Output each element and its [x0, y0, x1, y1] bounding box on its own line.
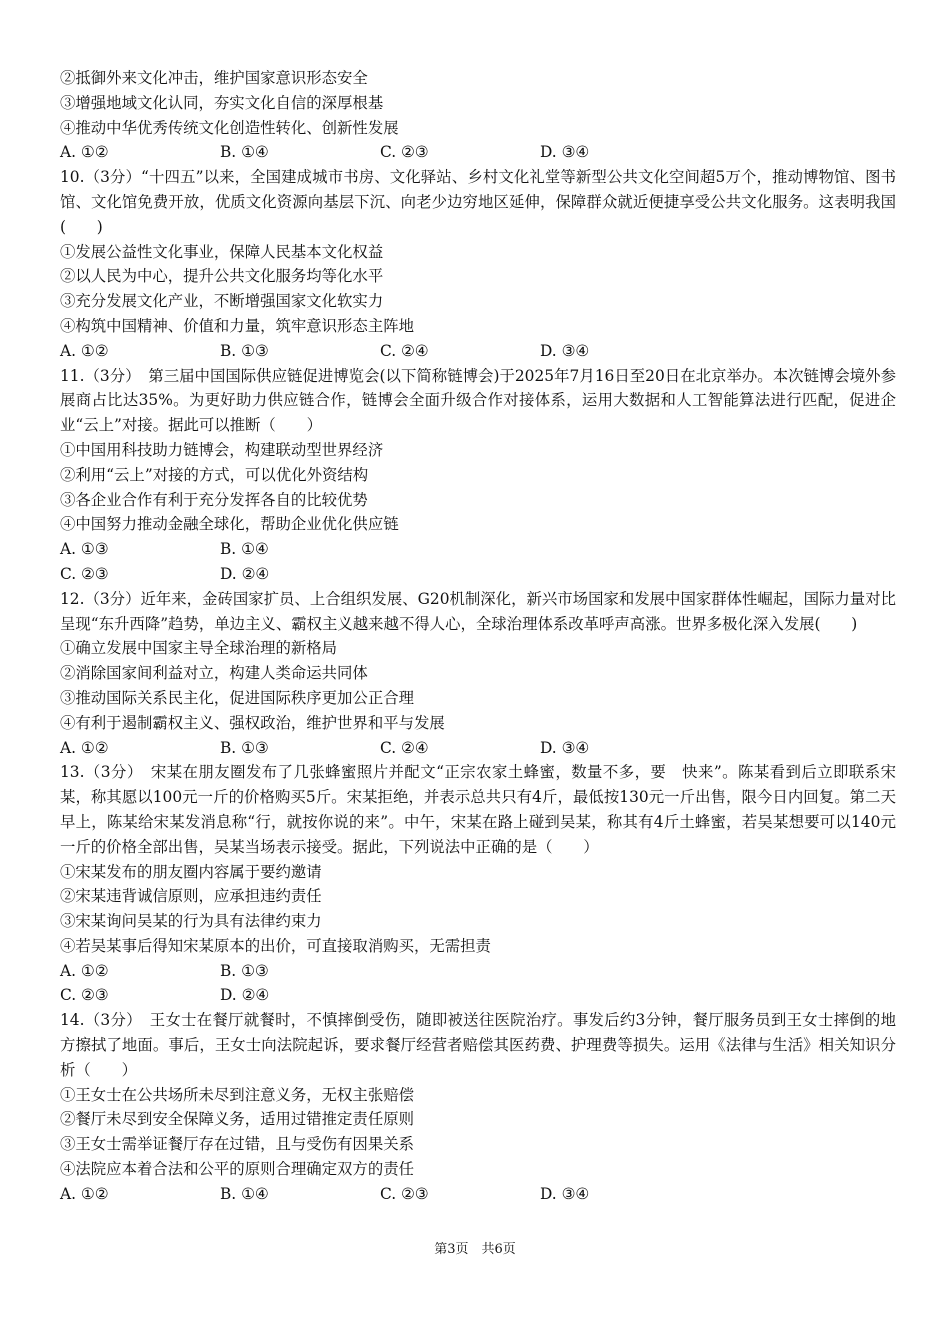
option-a: A. ①② — [60, 341, 109, 360]
question-10 — [60, 165, 896, 363]
answer-options — [60, 1182, 896, 1207]
option-b: B. ①③ — [220, 738, 269, 757]
option-d: D. ②④ — [220, 986, 270, 1005]
option-b: B. ①④ — [220, 1184, 269, 1203]
statement-1: ①发展公益性文化事业，保障人民基本文化权益 — [60, 242, 384, 261]
statement-1: ①确立发展中国家主导全球治理的新格局 — [60, 639, 338, 658]
question-9-continuation — [60, 66, 896, 165]
answer-options-row-2 — [60, 983, 896, 1008]
option-a: A. ①② — [60, 961, 109, 980]
question-stem: 14.（3分） 王女士在餐厅就餐时，不慎摔倒受伤，随即被送往医院治疗。事发后约3分钟，餐厅服务员到王女士摔倒的地方擦拭了地面。事后，王女士向法院起诉，要求餐厅经营者赔偿其医药费、护理费等损失。运用《法律与生活》相关知识分析（ ） — [60, 1011, 896, 1079]
question-14 — [60, 1008, 896, 1206]
statement-2: ②宋某违背诚信原则，应承担违约责任 — [60, 887, 322, 906]
statement-3: ③推动国际关系民主化，促进国际秩序更加公正合理 — [60, 688, 414, 707]
statement-3: ③充分发展文化产业，不断增强国家文化软实力 — [60, 292, 384, 311]
question-stem: 10.（3分）“十四五”以来，全国建成城市书房、文化驿站、乡村文化礼堂等新型公共文化空间超5万个，推动博物馆、图书馆、文化馆免费开放，优质文化资源向基层下沉、向老少边穷地区延伸，保障群众就近便捷享受公共文化服务。这表明我国( ) — [60, 168, 896, 236]
answer-options-row-2 — [60, 562, 896, 587]
statement-3: ③各企业合作有利于充分发挥各自的比较优势 — [60, 490, 368, 509]
option-b: B. ①④ — [220, 143, 269, 162]
page-number-footer: 第3页 共6页 — [434, 1242, 516, 1257]
statement-4: ④有利于遏制霸权主义、强权政治，维护世界和平与发展 — [60, 713, 445, 732]
statement-3: ③增强地域文化认同，夯实文化自信的深厚根基 — [60, 93, 384, 112]
statement-4: ④若吴某事后得知宋某原本的出价，可直接取消购买，无需担责 — [60, 936, 491, 955]
statement-2: ②餐厅未尽到安全保障义务，适用过错推定责任原则 — [60, 1110, 414, 1129]
option-a: A. ①② — [60, 738, 109, 757]
exam-page — [60, 66, 896, 1207]
statement-4: ④中国努力推动金融全球化，帮助企业优化供应链 — [60, 515, 399, 534]
answer-options — [60, 736, 896, 761]
option-c: C. ②④ — [380, 341, 429, 360]
answer-options — [60, 140, 896, 165]
option-d: D. ③④ — [540, 341, 590, 360]
statement-4: ④推动中华优秀传统文化创造性转化、创新性发展 — [60, 118, 399, 137]
option-b: B. ①④ — [220, 540, 269, 559]
statement-4: ④法院应本着合法和公平的原则合理确定双方的责任 — [60, 1160, 414, 1179]
option-c: C. ②③ — [380, 1184, 429, 1203]
statement-4: ④构筑中国精神、价值和力量，筑牢意识形态主阵地 — [60, 316, 414, 335]
option-a: A. ①② — [60, 1184, 109, 1203]
statement-1: ①王女士在公共场所未尽到注意义务，无权主张赔偿 — [60, 1085, 414, 1104]
answer-options-row-1 — [60, 959, 896, 984]
statement-2: ②消除国家间利益对立，构建人类命运共同体 — [60, 664, 368, 683]
option-b: B. ①③ — [220, 341, 269, 360]
option-b: B. ①③ — [220, 961, 269, 980]
statement-2: ②抵御外来文化冲击，维护国家意识形态安全 — [60, 69, 368, 87]
option-c: C. ②③ — [60, 564, 109, 583]
statement-3: ③王女士需举证餐厅存在过错，且与受伤有因果关系 — [60, 1135, 414, 1154]
option-c: C. ②④ — [380, 738, 429, 757]
question-stem: 12.（3分）近年来，金砖国家扩员、上合组织发展、G20机制深化，新兴市场国家和发展中国家群体性崛起，国际力量对比呈现“东升西降”趋势，单边主义、霸权主义越来越不得人心，全球治理体系改革呼声高涨。世界多极化深入发展( ) — [60, 589, 896, 633]
option-d: D. ③④ — [540, 143, 590, 162]
statement-1: ①宋某发布的朋友圈内容属于要约邀请 — [60, 862, 322, 881]
statement-2: ②利用“云上”对接的方式，可以优化外资结构 — [60, 465, 369, 484]
option-c: C. ②③ — [380, 143, 429, 162]
option-a: A. ①③ — [60, 540, 109, 559]
statement-3: ③宋某询问吴某的行为具有法律约束力 — [60, 912, 322, 931]
answer-options-row-1 — [60, 537, 896, 562]
option-d: D. ②④ — [220, 564, 270, 583]
statement-2: ②以人民为中心，提升公共文化服务均等化水平 — [60, 267, 384, 286]
answer-options — [60, 339, 896, 364]
option-a: A. ①② — [60, 143, 109, 162]
option-d: D. ③④ — [540, 738, 590, 757]
option-c: C. ②③ — [60, 986, 109, 1005]
option-d: D. ③④ — [540, 1184, 590, 1203]
question-11 — [60, 364, 896, 587]
question-12 — [60, 587, 896, 761]
statement-1: ①中国用科技助力链博会，构建联动型世界经济 — [60, 440, 384, 459]
question-13 — [60, 760, 896, 1008]
question-stem: 13.（3分） 宋某在朋友圈发布了几张蜂蜜照片并配文“正宗农家土蜂蜜，数量不多，要 快来”。陈某看到后立即联系宋某，称其愿以100元一斤的价格购买5斤。宋某拒绝，并表示总共只有4斤，最低按130元一斤出售，限今日内回复。第二天早上，陈某给宋某发消息称“行，就按你说的来”。中午，宋某在路上碰到吴某，称其有4斤土蜂蜜，若吴某想要可以140元一斤的价格全部出售，吴某当场表示接受。据此，下列说法中正确的是（ ） — [60, 763, 896, 856]
question-stem: 11.（3分） 第三届中国国际供应链促进博览会(以下简称链博会)于2025年7月16日至20日在北京举办。本次链博会境外参展商占比达35%。为更好助力供应链合作，链博会全面升级合作对接体系，运用大数据和人工智能算法进行匹配，促进企业“云上”对接。据此可以推断（ ） — [60, 366, 896, 435]
